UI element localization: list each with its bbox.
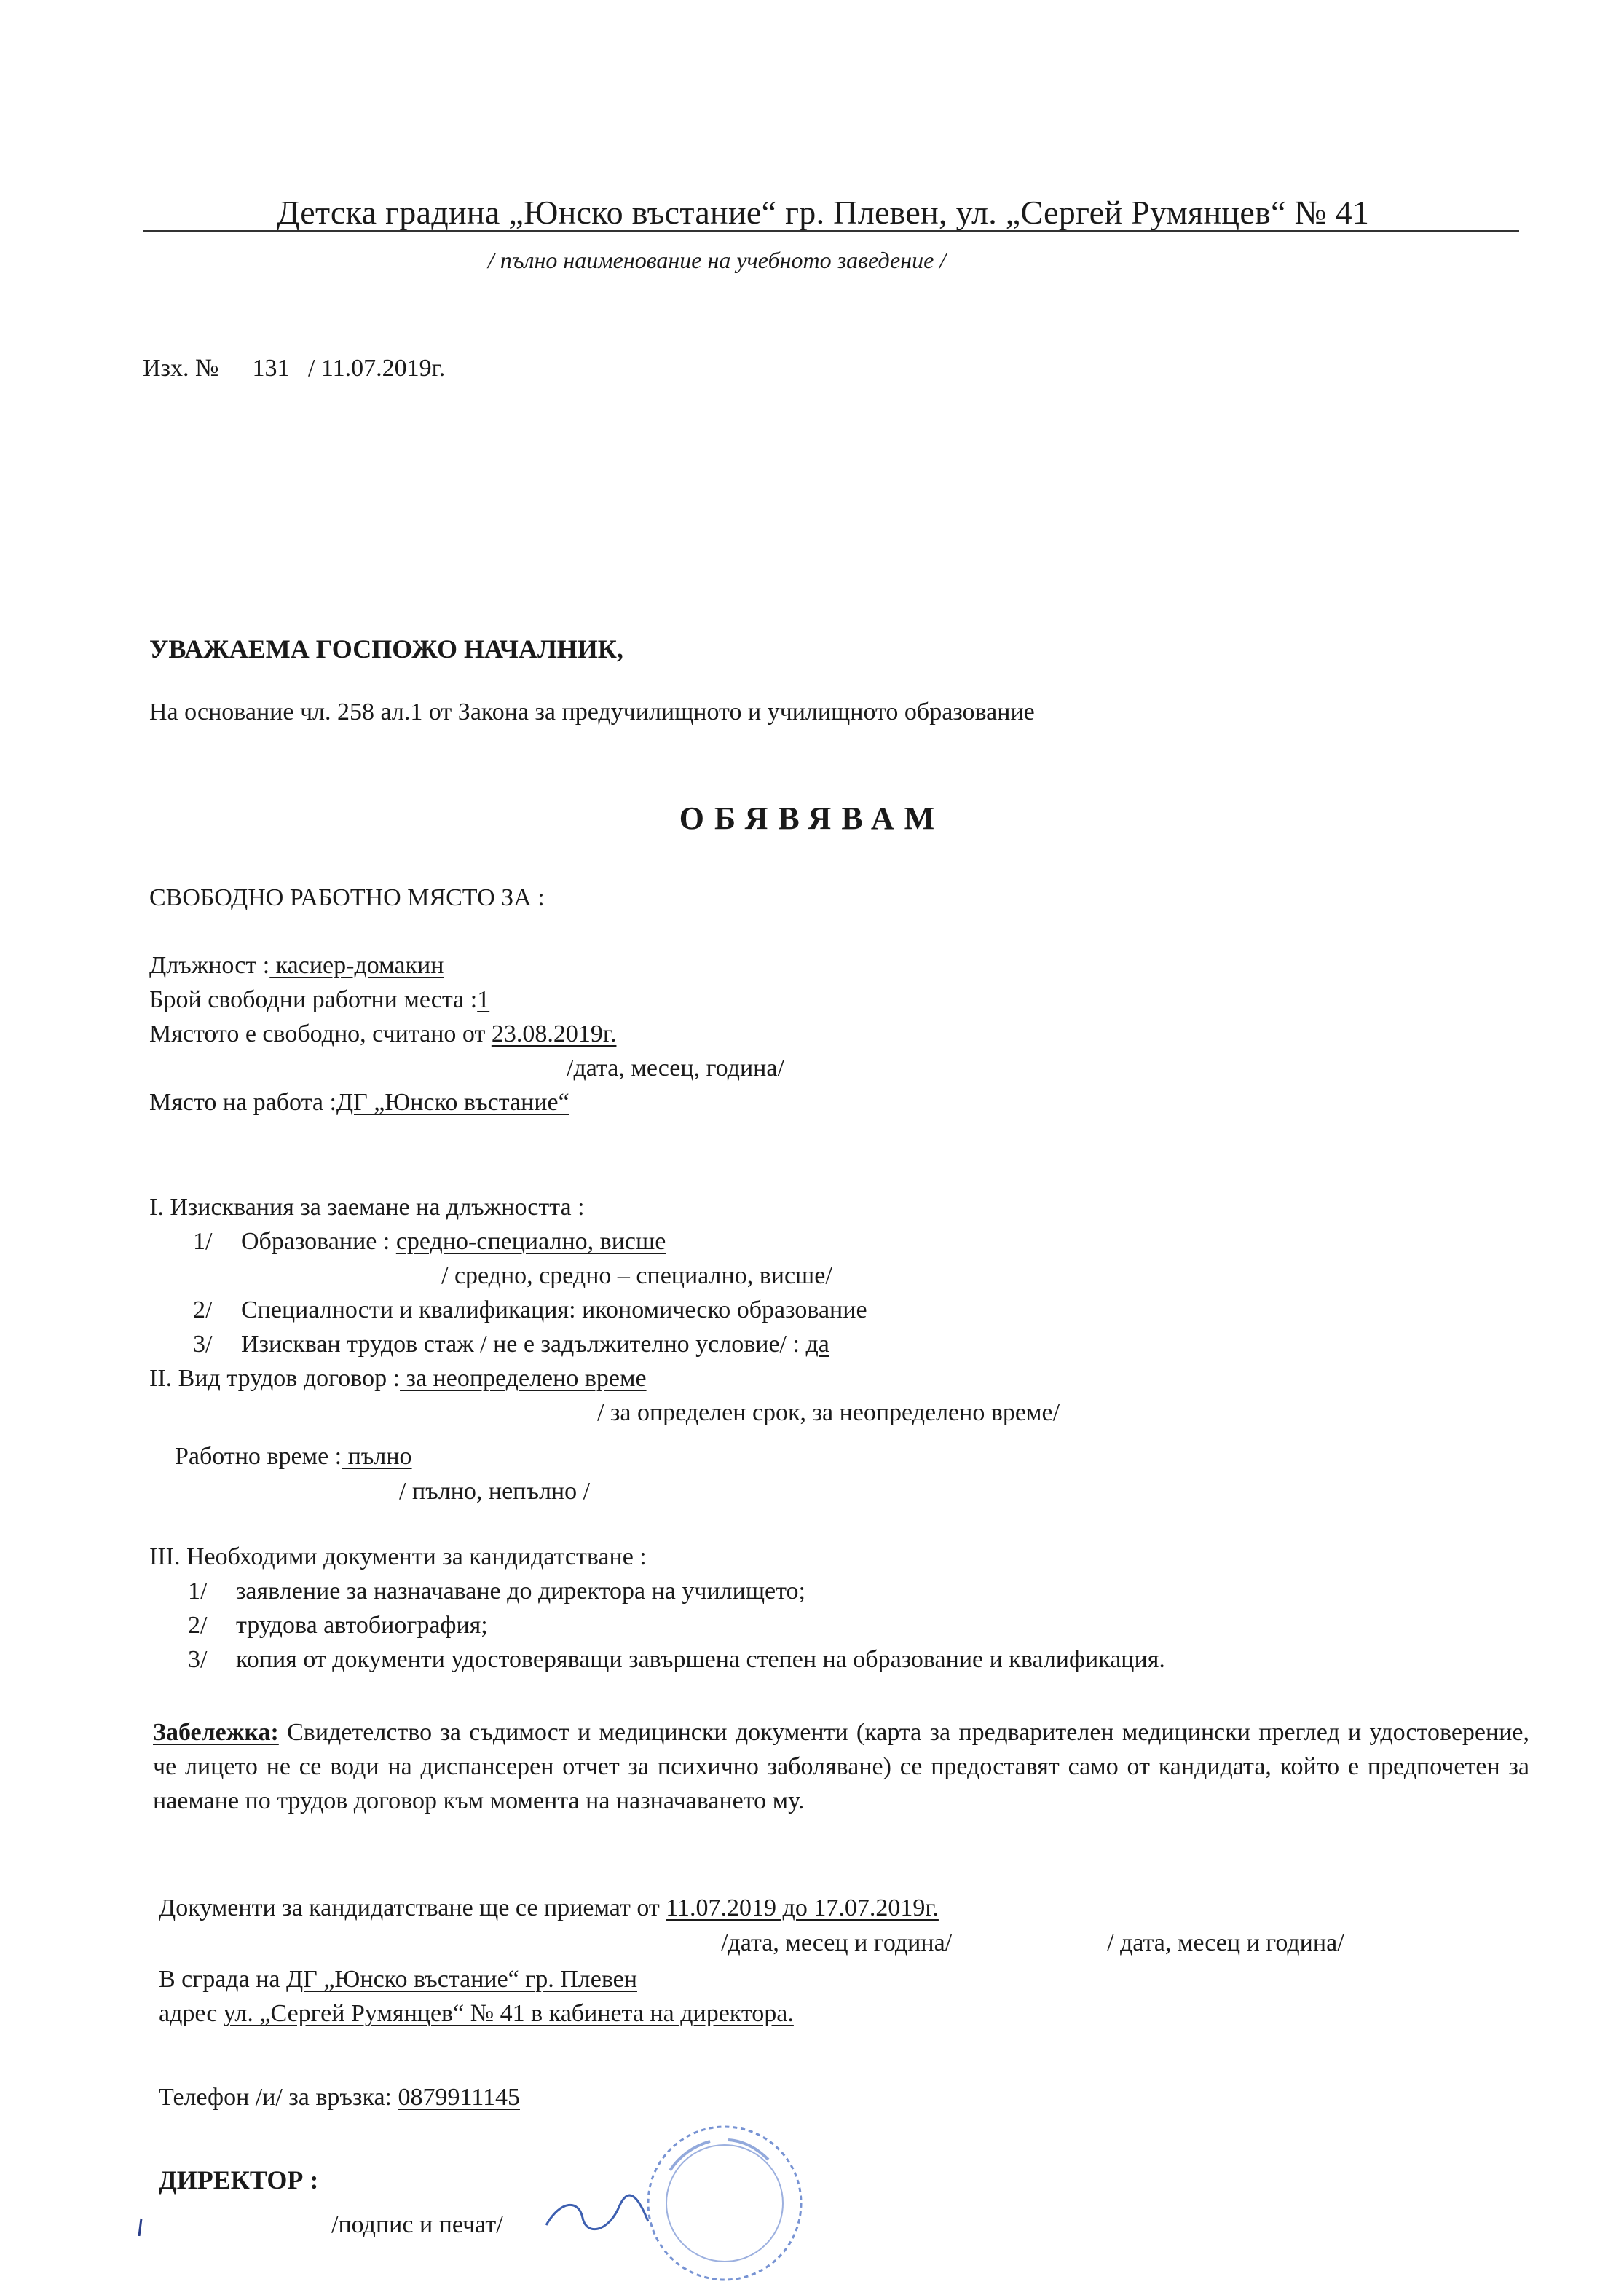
contract-label: II. Вид трудов договор : [149,1365,401,1392]
document-text: заявление за назначаване до директора на училището; [236,1578,805,1605]
document-number: 1/ [188,1578,208,1605]
phone-line [159,2083,520,2113]
document-number: 2/ [188,1612,208,1639]
legal-basis: На основание чл. 258 ал.1 от Закона за предучилищното и училищното образование [149,698,1035,725]
vacant-from-line [149,1020,616,1050]
contract-value: за неопределено време [400,1365,647,1392]
note-paragraph [153,1715,1529,1818]
requirement-specialty [193,1296,867,1326]
hours-line [175,1442,412,1472]
education-caption: / средно, средно – специално, висше/ [441,1262,832,1289]
note-text: Свидетелство за съдимост и медицински документи (карта за предварителен медицински преглед и удостоверение, че лицето не се води на диспансерен отчет за психично заболяване) се предоставят само от кандидата, който е предпочетен за наемане по трудов договор към момента на назначаването му. [153,1719,1529,1814]
requirements-heading: I. Изисквания за заемане на длъжността : [149,1194,585,1221]
building-line [159,1965,637,1995]
education-label: Образование : [241,1228,396,1255]
building-value: ДГ „Юнско въстание“ гр. Плевен [285,1966,637,1993]
document-number: 3/ [188,1646,208,1673]
document-item [188,1577,805,1607]
document-text: копия от документи удостоверяващи завършена степен на образование и квалификация. [236,1646,1165,1673]
address-label: адрес [159,2000,224,2027]
workplace-value: ДГ „Юнско въстание“ [336,1089,569,1116]
hours-value: пълно [342,1443,412,1470]
count-label: Брой свободни работни места : [149,986,478,1013]
header-divider [143,230,1519,232]
margin-mark-icon [137,2218,144,2237]
requirement-experience [193,1330,829,1360]
vacant-from-caption: /дата, месец, година/ [567,1055,784,1082]
document-item [188,1645,1165,1675]
signature-icon [539,2192,655,2236]
hours-label: Работно време : [175,1443,342,1470]
experience-label: Изискван трудов стаж / не е задължително условие/ : [241,1331,806,1358]
address-line [159,1999,794,2029]
position-line [149,951,444,981]
workplace-label: Място на работа : [149,1089,336,1116]
workplace-line [149,1088,569,1118]
requirement-number: 1/ [193,1228,213,1255]
education-value: средно-специално, висше [395,1228,666,1255]
requirement-education [193,1227,666,1257]
submission-line [159,1894,939,1924]
specialty-text: Специалности и квалификация: икономическо образование [241,1296,867,1323]
experience-value: да [805,1331,829,1358]
institution-caption: / пълно наименование на учебното заведение / [488,247,947,273]
reference-date: / 11.07.2019г. [307,355,446,382]
hours-caption: / пълно, непълно / [399,1478,591,1505]
director-label: ДИРЕКТОР : [159,2165,319,2195]
submission-label: Документи за кандидатстване ще се приемат от [159,1894,666,1921]
documents-heading: III. Необходими документи за кандидатстване : [149,1543,647,1570]
vacant-from-value: 23.08.2019г. [491,1020,617,1047]
contract-line [149,1364,647,1394]
count-line [149,985,489,1015]
requirement-number: 3/ [193,1331,213,1358]
note-label: Забележка: [153,1719,279,1746]
phone-value: 0879911145 [398,2084,520,2111]
document-text: трудова автобиография; [236,1612,488,1639]
institution-name: Детска градина „Юнско въстание“ гр. Плевен, ул. „Сергей Румянцев“ № 41 [277,194,1370,231]
submission-value: 11.07.2019 до 17.07.2019г. [666,1894,939,1921]
phone-label: Телефон /и/ за връзка: [159,2084,398,2111]
announce-title: ОБЯВЯВАМ [679,800,945,836]
contract-caption: / за определен срок, за неопределено време/ [597,1399,1060,1426]
reference-line [143,354,445,384]
count-value: 1 [477,986,490,1013]
building-label: В сграда на [159,1966,286,1993]
position-label: Длъжност : [149,952,270,979]
reference-number: 131 [252,355,290,382]
submission-caption-to: / дата, месец и година/ [1107,1929,1344,1956]
reference-label: Изх. № [143,355,219,382]
stamp-seal-icon [641,2119,808,2287]
vacant-from-label: Мястото е свободно, считано от [149,1020,492,1047]
document-item [188,1611,488,1641]
submission-caption-from: /дата, месец и година/ [721,1929,953,1956]
requirement-number: 2/ [193,1296,213,1323]
address-value: ул. „Сергей Румянцев“ № 41 в кабинета на директора. [223,2000,794,2027]
salutation: УВАЖАЕМА ГОСПОЖО НАЧАЛНИК, [149,634,623,664]
signature-caption: /подпис и печат/ [331,2211,503,2238]
position-value: касиер-домакин [269,952,444,979]
vacancy-heading: СВОБОДНО РАБОТНО МЯСТО ЗА : [149,884,545,911]
